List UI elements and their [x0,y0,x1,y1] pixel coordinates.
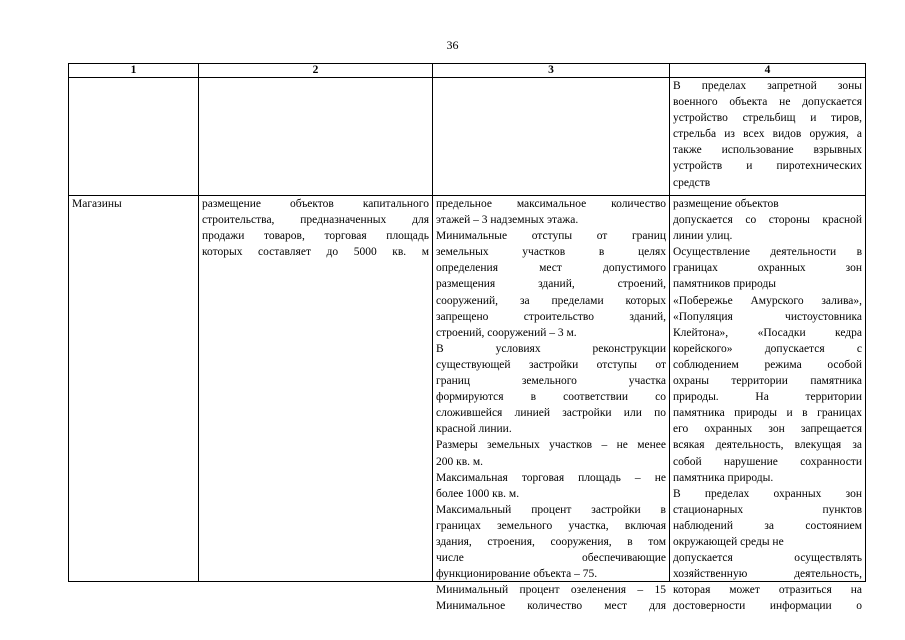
column-header-1: 1 [69,64,199,78]
text-line: также использование взрывных [673,144,862,157]
text-line: строений, сооружений – 3 м. [436,326,577,339]
text-line: сооружений, за пределами которых [436,294,666,307]
text-line: Минимальные отступы от границ [436,230,666,243]
table-row [69,78,866,196]
table-cell [199,196,433,582]
table-cell [433,78,670,196]
text-line: сложившейся линией застройки или по [436,407,666,420]
text-line: «Популяция чистоустовника [673,310,862,323]
text-line: земельных участков в целях [436,246,666,259]
text-line: размещение объектов капитального [202,198,429,210]
text-line: памятника природы. [673,471,774,484]
text-line: предельное максимальное количество [436,198,666,210]
text-line: собой нарушение сохранности [673,455,862,468]
table-cell [670,196,866,613]
text-line: устройство стрельбищ и тиров, [673,112,862,125]
table-cell [670,78,866,196]
text-line: продажи товаров, торговая площадь [202,230,429,243]
text-line: охраны территории памятника [673,375,862,388]
table-cell [69,196,199,582]
text-line: Размеры земельных участков – не менее [436,439,666,452]
text-line: памятников природы [673,278,777,291]
text-line: границах охранных зон [673,262,862,275]
text-line: стрельба из всех видов оружия, а [673,128,862,141]
text-line: соблюдением режима особой [673,358,862,371]
text-line: строительства, предназначенных для [202,214,429,227]
page-number: 36 [446,38,459,52]
text-line: его охранных зон запрещается [673,423,862,436]
text-line: «Побережье Амурского залива», [673,294,862,307]
text-line: корейского» допускается с [673,342,862,355]
table-cell [199,78,433,196]
use-description-text [202,196,429,581]
text-line: которых составляет до 5000 кв. м [202,246,429,259]
text-line: красной линии. [436,423,512,436]
text-line: стационарных пунктов [673,503,862,516]
text-line: Максимальный процент застройки в [436,503,666,516]
text-line: устройств и пиротехнических [673,160,862,173]
text-line: Минимальное количество мест для [436,600,666,613]
document-table [68,63,866,613]
text-line: В пределах запретной зоны [673,80,862,92]
text-line: хозяйственную деятельность, [673,568,862,581]
restrictions-text [673,196,862,613]
text-line: размещения зданий, строений, [436,278,666,291]
text-line: границ земельного участка [436,375,666,388]
text-line: военного объекта не допускается [673,96,862,109]
text-line: 200 кв. м. [436,455,484,468]
text-line: которая может отразиться на [673,584,862,597]
text-line: окружающей среды не [673,535,784,548]
column-header-2: 2 [199,64,433,78]
text-line: более 1000 кв. м. [436,487,520,500]
text-line: Клейтона», «Посадки кедра [673,326,862,339]
text-line: средств [673,176,711,189]
text-line: памятника природы и в границах [673,407,862,420]
text-line: функционирование объекта – 75. [436,568,598,581]
text-line: определения мест допустимого [436,262,666,275]
text-line: линии улиц. [673,230,733,243]
restriction-text [673,78,862,191]
text-line: Осуществление деятельности в [673,246,862,259]
text-line: здания, строения, сооружения, в том [436,535,666,548]
text-line: наблюдений за состоянием [673,519,862,532]
text-line: размещение объектов [673,198,779,210]
text-line: допускается осуществлять [673,552,862,565]
text-line: всякая деятельность, влекущая за [673,439,862,452]
text-line: В пределах охранных зон [673,487,862,500]
text-line: природы. На территории [673,391,862,404]
text-line: Минимальный процент озеленения – 15 [436,584,666,597]
use-type-label: Магазины [72,198,122,210]
text-line: запрещено строительство зданий, [436,310,666,323]
text-line: формируются в соответствии со [436,391,666,404]
table-row [69,196,866,582]
text-line: В условиях реконструкции [436,342,666,355]
table-cell [433,196,670,613]
table-cell [69,78,199,196]
text-line: числе обеспечивающие [436,552,666,565]
text-line: достоверности информации о [673,600,862,613]
parameters-text [436,196,666,613]
text-line: существующей застройки отступы от [436,358,666,371]
text-line: Максимальная торговая площадь – не [436,471,666,484]
column-header-4: 4 [670,64,866,78]
text-line: этажей – 3 надземных этажа. [436,214,579,227]
table-header-row [69,64,866,78]
text-line: допускается со стороны красной [673,214,862,227]
text-line: границах земельного участка, включая [436,519,666,532]
column-header-3: 3 [433,64,670,78]
